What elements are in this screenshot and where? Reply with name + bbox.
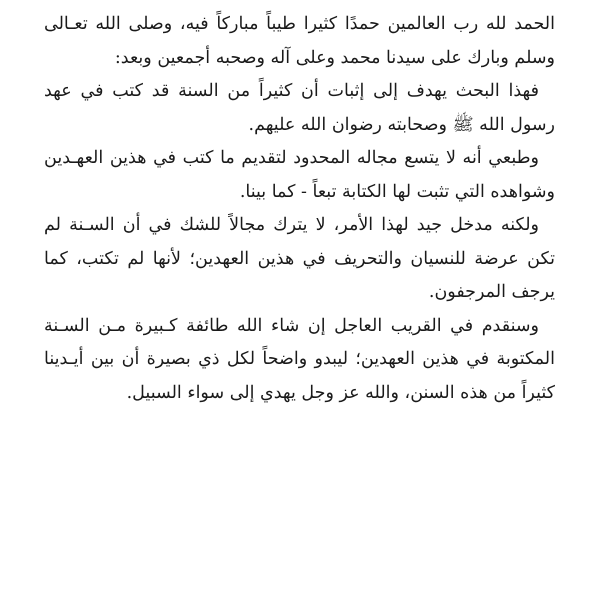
purpose-paragraph: فهذا البحث يهدف إلى إثبات أن كثيراً من السنة قد كتب في عهد رسول الله ﷺ وصحابته رضوان الله عليهم. xyxy=(44,81,555,135)
closing-paragraph: وسنقدم في القريب العاجل إن شاء الله طائفة كـبيرة مـن السـنة المكتوبة في هذين العهدين؛ ليبدو واضحاً لكل ذي بصيرة أن بين أيـدينا كثيراً من هذه السنن، والله عز وجل يهدي إلى سواء السبيل. xyxy=(44,315,555,403)
scope-paragraph: وطبعي أنه لا يتسع مجاله المحدود لتقديم ما كتب في هذين العهـدين وشواهده التي تثبت لها الكتابة تبعاً - كما بينا. xyxy=(44,148,555,202)
body-text xyxy=(44,8,555,410)
opening-paragraph: الحمد لله رب العالمين حمدًا كثيرا طيباً مباركاً فيه، وصلى الله تعـالى وسلم وبارك على سيدنا محمد وعلى آله وصحبه أجمعين وبعد: xyxy=(44,14,555,68)
argument-paragraph: ولكنه مدخل جيد لهذا الأمر، لا يترك مجالاً للشك في أن السـنة لم تكن عرضة للنسيان والتحريف في هذين العهدين؛ لأنها لم تكتب، كما يرجف المرجفون. xyxy=(44,215,555,302)
